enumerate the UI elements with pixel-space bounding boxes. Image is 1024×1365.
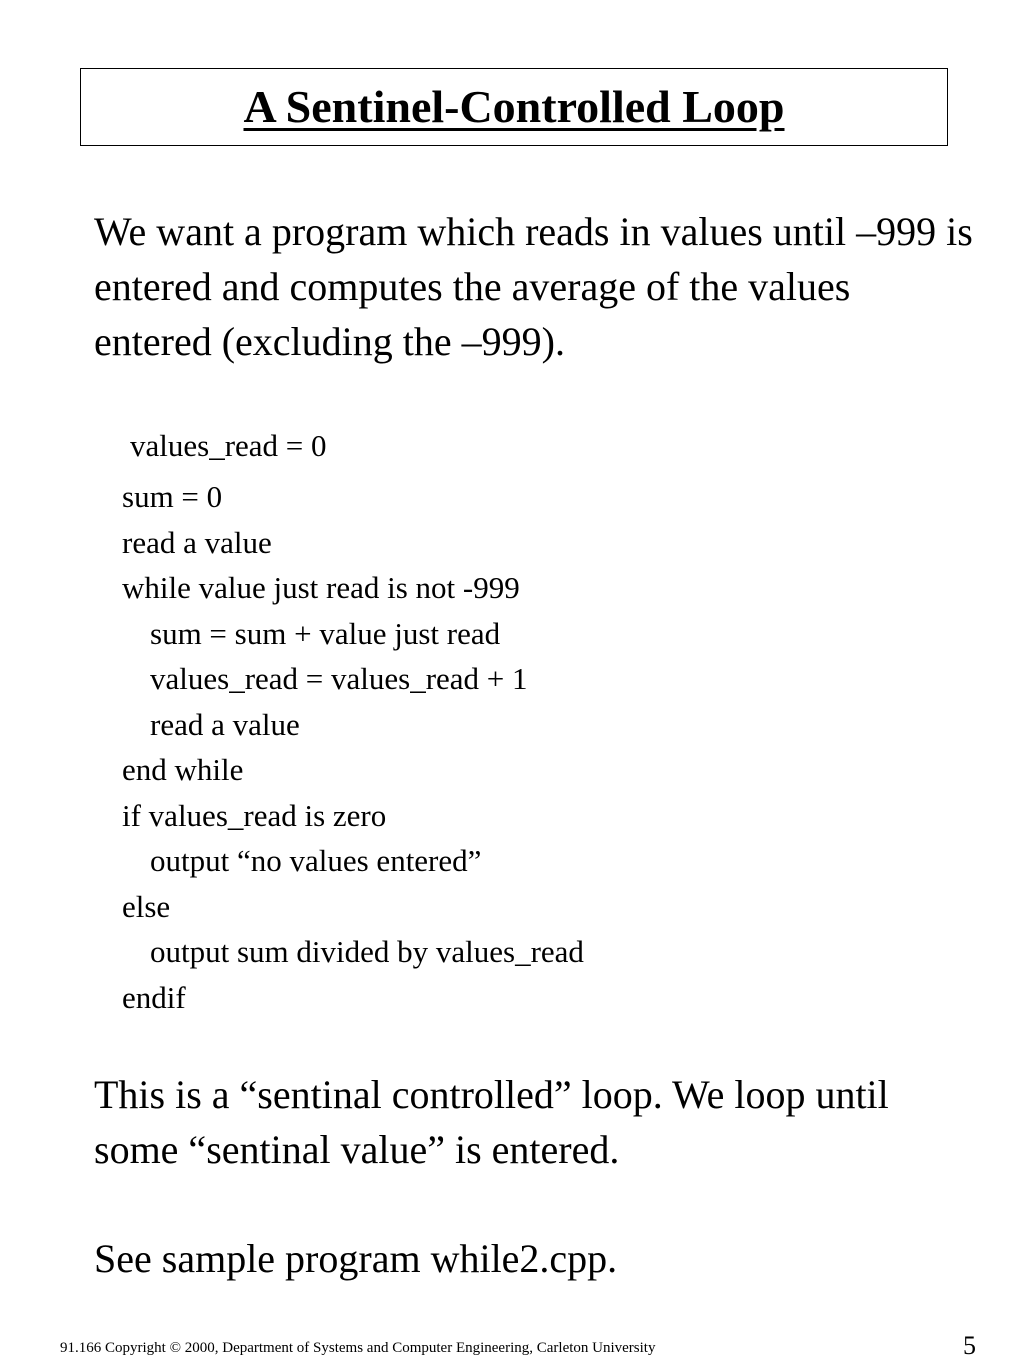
footer-copyright: 91.166 Copyright © 2000, Department of Systems and Computer Engineering, Carleton University: [60, 1340, 656, 1356]
code-line: if values_read is zero: [122, 798, 387, 833]
code-line: endif: [122, 980, 186, 1015]
title-box: [80, 68, 948, 146]
code-line: sum = 0: [122, 479, 223, 514]
code-line: values_read = 0: [130, 428, 327, 463]
code-line: read a value: [150, 707, 300, 742]
code-line: output “no values entered”: [150, 843, 482, 878]
explanation-paragraph: This is a “sentinal controlled” loop. We loop until some “sentinal value” is entered.: [94, 1072, 889, 1172]
slide-title: A Sentinel-Controlled Loop: [243, 81, 785, 132]
code-line: values_read = values_read + 1: [150, 661, 528, 696]
code-line: output sum divided by values_read: [150, 934, 584, 969]
code-line: sum = sum + value just read: [150, 616, 501, 651]
code-line: else: [122, 889, 171, 924]
intro-paragraph: We want a program which reads in values until –999 is entered and computes the average of the values entered (excluding the –999).: [94, 209, 973, 364]
code-line: read a value: [122, 525, 272, 560]
reference-paragraph: See sample program while2.cpp.: [94, 1236, 618, 1281]
code-line: end while: [122, 752, 244, 787]
page-number: 5: [963, 1331, 976, 1360]
code-line: while value just read is not -999: [122, 570, 520, 605]
